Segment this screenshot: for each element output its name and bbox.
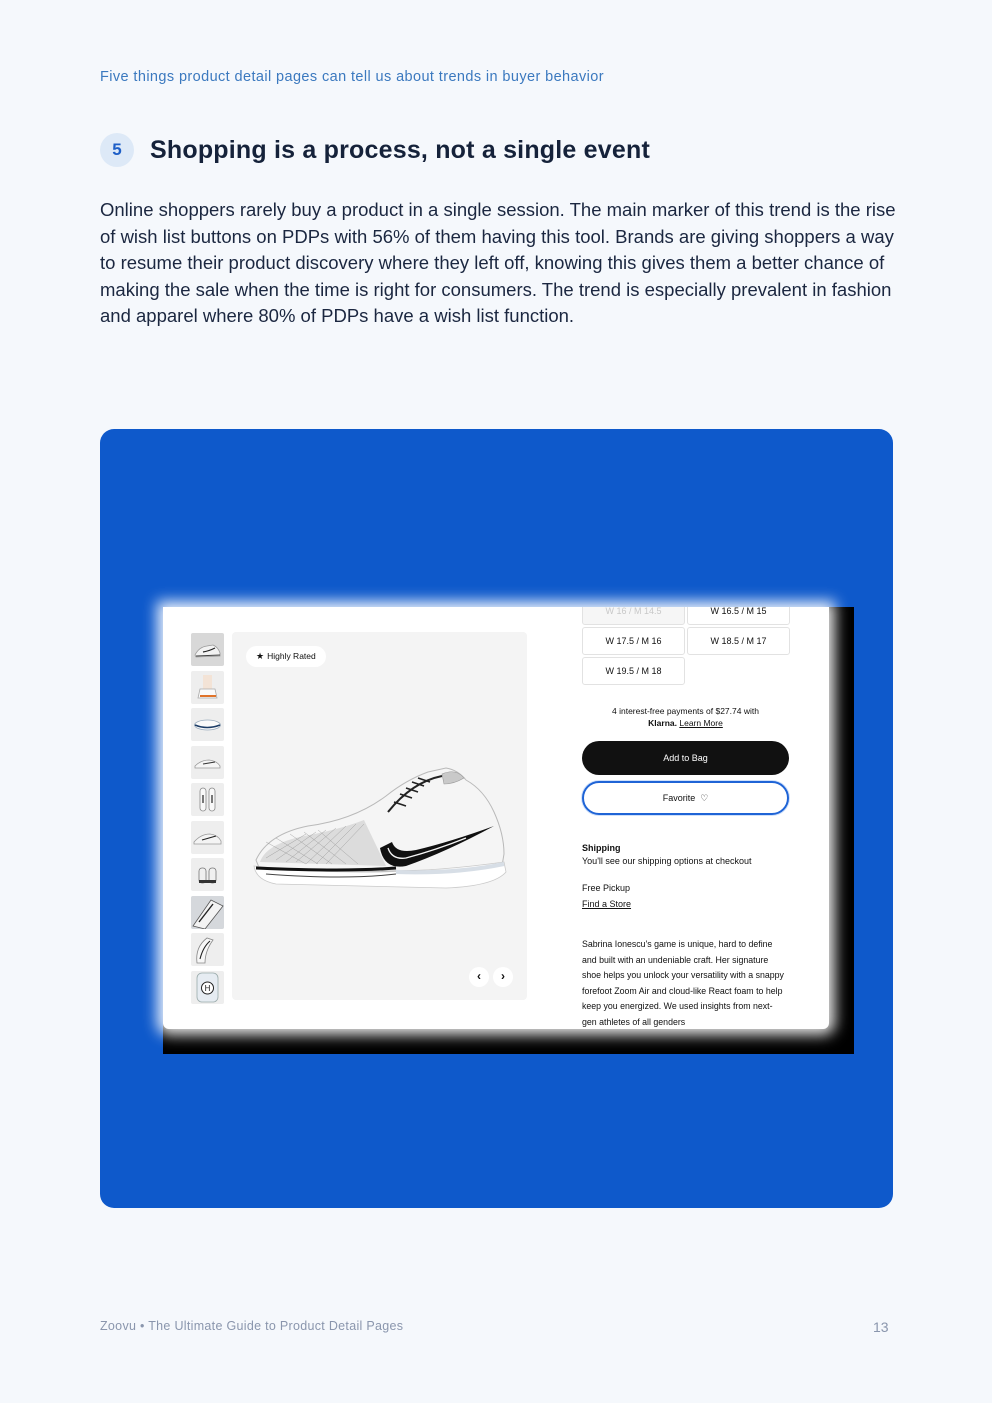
klarna-text: 4 interest-free payments of $27.74 with: [612, 706, 759, 716]
svg-text:H: H: [204, 983, 211, 993]
pickup-label: Free Pickup: [582, 883, 631, 893]
find-store-link[interactable]: Find a Store: [582, 899, 632, 909]
pickup-info: [582, 880, 631, 912]
thumbnail[interactable]: [191, 971, 224, 1004]
section-number-badge: 5: [100, 133, 134, 167]
thumbnail[interactable]: [191, 746, 224, 779]
size-option[interactable]: W 17.5 / M 16: [582, 627, 685, 655]
favorite-label: Favorite: [662, 793, 696, 803]
thumbnail[interactable]: [191, 896, 224, 929]
shipping-text: You'll see our shipping options at checkout: [582, 856, 752, 866]
section-title: Shopping is a process, not a single event: [150, 136, 650, 164]
thumbnail[interactable]: [191, 821, 224, 854]
page-number: 13: [873, 1319, 889, 1335]
thumbnail[interactable]: [191, 671, 224, 704]
sneaker-image: [246, 762, 511, 902]
product-main-image: [232, 632, 527, 1000]
thumbnail[interactable]: [191, 708, 224, 741]
heart-outline-icon: ♡: [700, 793, 709, 803]
product-page-screenshot: [163, 607, 829, 1029]
size-option[interactable]: W 19.5 / M 18: [582, 657, 685, 685]
size-option[interactable]: W 18.5 / M 17: [687, 627, 790, 655]
thumbnail[interactable]: [191, 858, 224, 891]
klarna-learn-more-link[interactable]: Learn More: [679, 718, 723, 728]
star-icon: ★: [256, 651, 265, 661]
klarna-payment-info: [582, 705, 789, 729]
shipping-heading: Shipping: [582, 843, 621, 853]
klarna-logo: Klarna.: [648, 718, 677, 728]
size-option[interactable]: W 16.5 / M 15: [687, 607, 790, 625]
product-description: Sabrina Ionescu's game is unique, hard to define and built with an undeniable craft. Her signature shoe helps you unlock your versatility with a snappy forefoot Zoom Air and cloud-like React foam to help keep you energized. We used insights from next-gen athletes of all genders: [582, 939, 784, 1027]
thumbnail-strip: [191, 633, 224, 1008]
shipping-info: [582, 842, 752, 868]
thumbnail[interactable]: [191, 933, 224, 966]
footer-title: Zoovu • The Ultimate Guide to Product Detail Pages: [100, 1319, 404, 1333]
favorite-button[interactable]: [582, 781, 789, 815]
add-to-bag-button[interactable]: Add to Bag: [582, 741, 789, 775]
highly-rated-badge: ★ Highly Rated: [246, 646, 326, 667]
previous-image-button[interactable]: ‹: [469, 967, 489, 987]
size-option[interactable]: W 16 / M 14.5: [582, 607, 685, 625]
thumbnail[interactable]: [191, 633, 224, 666]
running-title: Five things product detail pages can tell us about trends in buyer behavior: [100, 69, 604, 85]
section-body: Online shoppers rarely buy a product in a single session. The main marker of this trend is the rise of wish list buttons on PDPs with 56% of them having this tool. Brands are giving shoppers a way to resume their product discovery where they left off, knowing this gives them a better chance of making the sale when the time is right for consumers. The trend is especially prevalent in fashion and apparel where 80% of PDPs have a wish list function.: [100, 199, 896, 327]
thumbnail[interactable]: [191, 783, 224, 816]
next-image-button[interactable]: ›: [493, 967, 513, 987]
